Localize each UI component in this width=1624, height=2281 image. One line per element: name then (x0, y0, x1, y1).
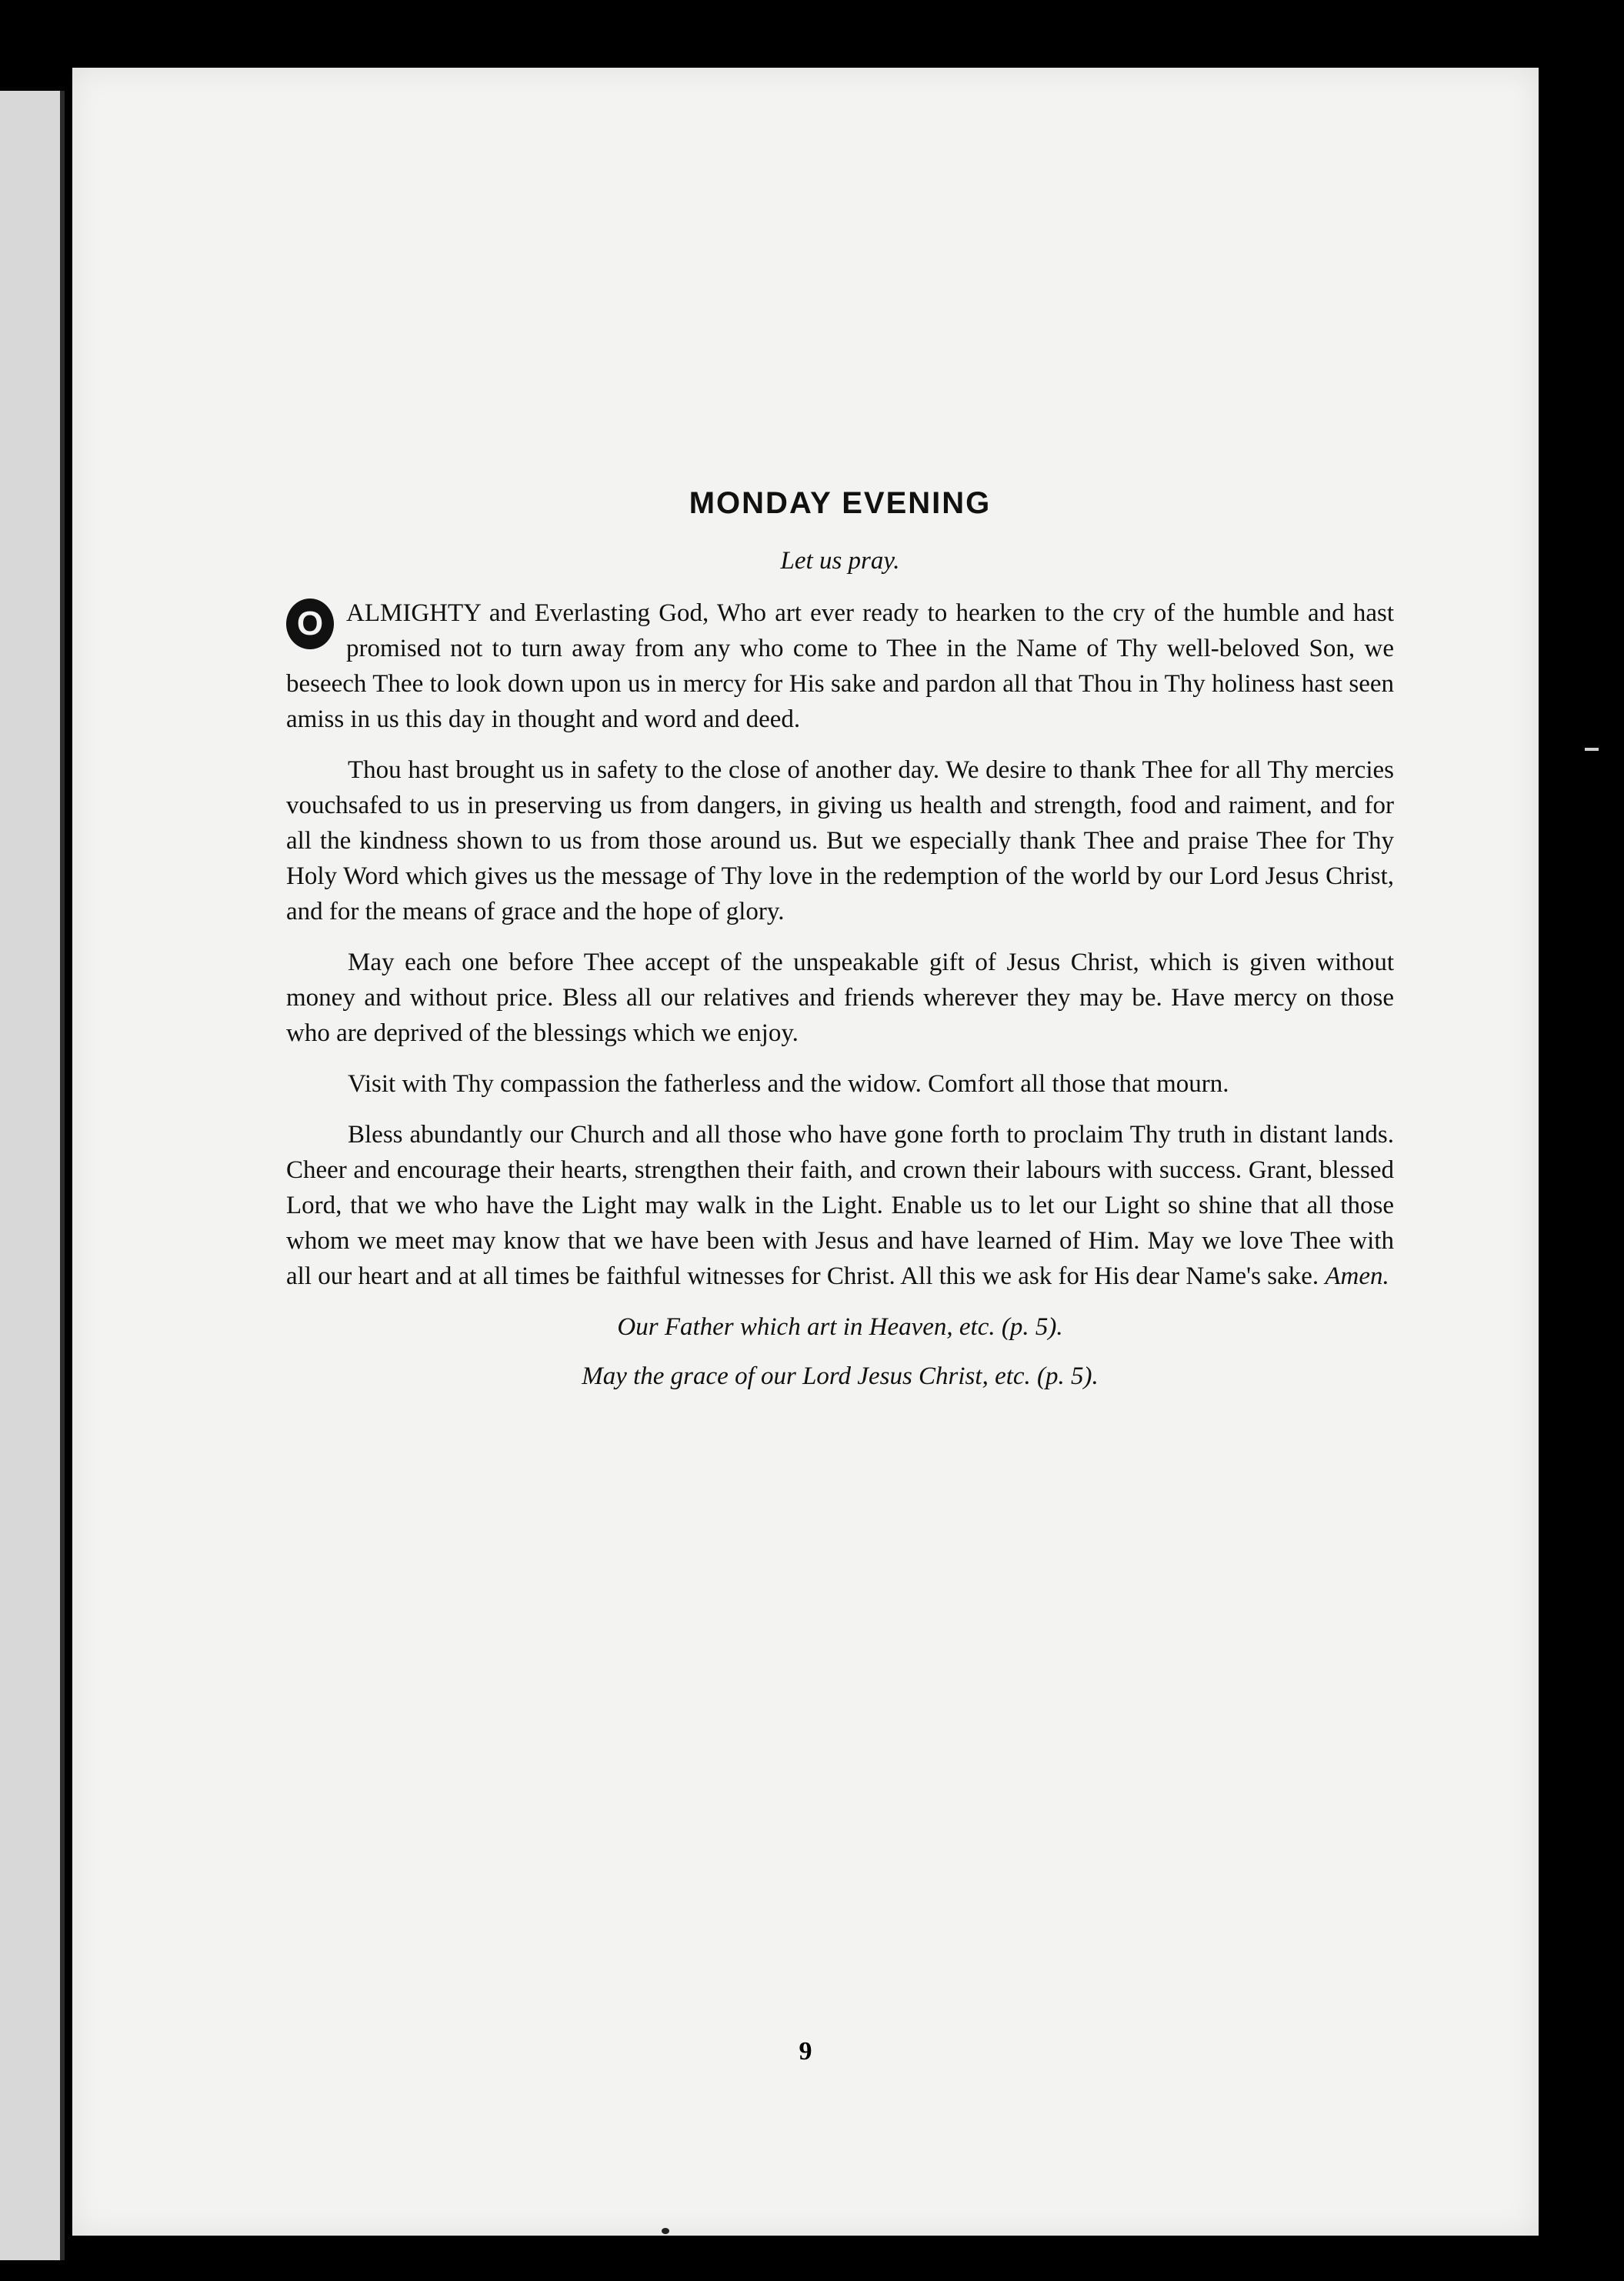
page-subtitle: Let us pray. (780, 547, 900, 575)
prayer-paragraph-1-text: ALMIGHTY and Everlasting God, Who art ever ready to hearken to the cry of the humble and hast promised not to turn away from any who come to Thee in the Name of Thy well-beloved Son, we beseech Thee to look down upon us in mercy for His sake and pardon all that Thou in Thy holiness hast seen amiss in us this day in thought and word and deed. (286, 599, 1394, 733)
prayer-paragraph-4: Visit with Thy compassion the fatherless and the widow. Comfort all those that mourn. (348, 1070, 1229, 1098)
book-page (72, 68, 1539, 2236)
page-title: MONDAY EVENING (689, 486, 992, 520)
print-speck (662, 2228, 669, 2234)
scan-edge-mark (1585, 748, 1599, 751)
drop-cap-initial: O (286, 599, 334, 649)
prayer-paragraph-2: Thou hast brought us in safety to the close of another day. We desire to thank Thee for all Thy mercies vouchsafed to us in preserving us from dangers, in giving us health and strength, food and raiment, and for all the kindness shown to us from those around us. But we especially thank Thee and praise Thee for Thy Holy Word which gives us the message of Thy love in the redemption of the world by our Lord Jesus Christ, and for the means of grace and the hope of glory. (286, 756, 1394, 925)
closing-line-2: May the grace of our Lord Jesus Christ, etc. (p. 5). (582, 1362, 1099, 1390)
prayer-paragraph-5-text: Bless abundantly our Church and all those who have gone forth to proclaim Thy truth in distant lands. Cheer and encourage their hearts, strengthen their faith, and crown their labours with success. Grant, blessed Lord, that we who have the Light may walk in the Light. Enable us to let our Light so shine that all those whom we meet may know that we have been with Jesus and have learned of Him. May we love Thee with all our heart and at all times be faithful witnesses for Christ. All this we ask for His dear Name's sake. (286, 1121, 1394, 1290)
prayer-paragraph-1 (286, 595, 1394, 737)
prayer-paragraph-5 (286, 1117, 1394, 1294)
amen-text: Amen. (1325, 1262, 1389, 1290)
page-content (286, 412, 1394, 1402)
facing-page-edge (0, 91, 65, 2260)
prayer-paragraph-3: May each one before Thee accept of the unspeakable gift of Jesus Christ, which is given without money and without price. Bless all our relatives and friends wherever they may be. Have mercy on those who are deprived of the blessings which we enjoy. (286, 949, 1394, 1047)
closing-line-1: Our Father which art in Heaven, etc. (p. 5). (617, 1313, 1063, 1341)
page-number: 9 (799, 2037, 812, 2066)
